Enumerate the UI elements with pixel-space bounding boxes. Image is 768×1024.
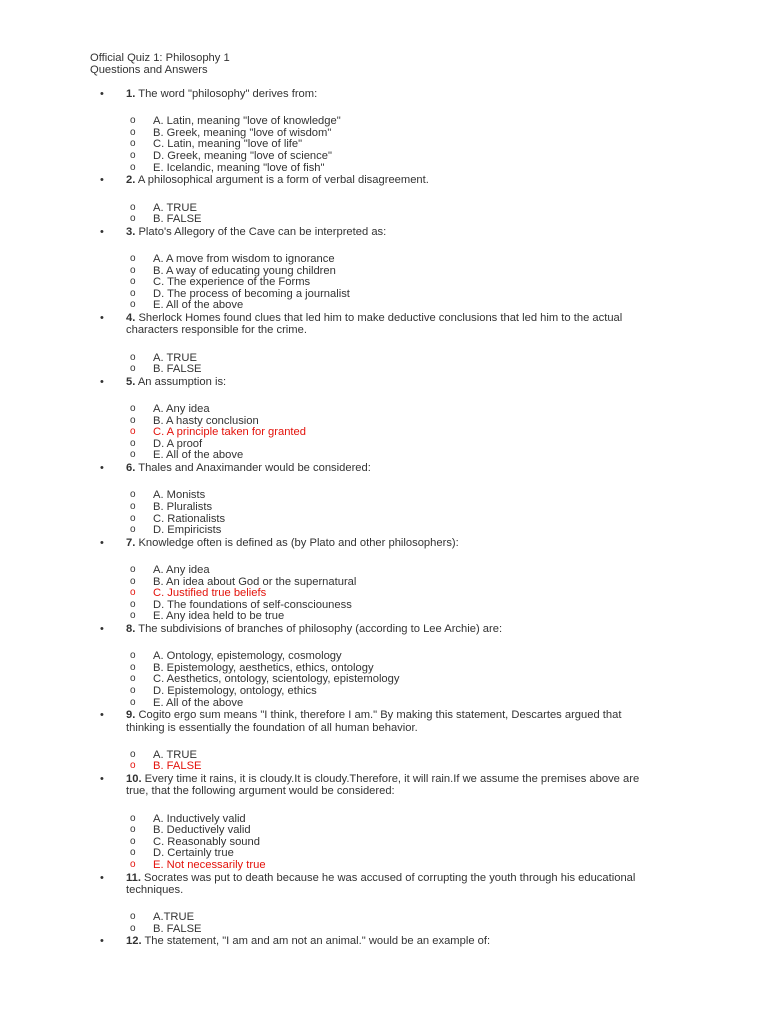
question-text-row bbox=[0, 935, 646, 947]
answer-option bbox=[0, 214, 768, 226]
circle-bullet-icon: o bbox=[130, 911, 136, 923]
question-number: 6. bbox=[126, 462, 136, 475]
question-text: Every time it rains, it is cloudy.It is cloudy.Therefore, it will rain.If we assume the premises above are true, that the following argument would be considered: bbox=[126, 773, 640, 798]
question-item bbox=[0, 773, 768, 872]
question-item bbox=[0, 174, 768, 225]
circle-bullet-icon: o bbox=[130, 126, 136, 138]
answer-option-text: A. Monists bbox=[153, 489, 206, 502]
circle-bullet-icon: o bbox=[130, 847, 136, 859]
answer-option-text: A. Latin, meaning "love of knowledge" bbox=[153, 115, 341, 128]
question-text: The subdivisions of branches of philosophy (according to Lee Archie) are: bbox=[138, 623, 503, 635]
circle-bullet-icon: o bbox=[130, 696, 136, 708]
question-item bbox=[0, 709, 768, 773]
answer-option bbox=[0, 300, 768, 312]
answer-option bbox=[0, 750, 768, 762]
circle-bullet-icon: o bbox=[130, 213, 136, 225]
answer-options bbox=[0, 814, 768, 872]
answer-option-text: D. The foundations of self-consciouness bbox=[153, 598, 352, 611]
answer-option-text: A. TRUE bbox=[153, 201, 197, 214]
answer-option-text: B. Deductively valid bbox=[153, 824, 251, 837]
answer-option bbox=[0, 139, 768, 151]
circle-bullet-icon: o bbox=[130, 363, 136, 375]
answer-option-text: B. Pluralists bbox=[153, 500, 213, 513]
question-text-row bbox=[0, 462, 646, 474]
question-item bbox=[0, 376, 768, 462]
circle-bullet-icon: o bbox=[130, 414, 136, 426]
question-number: 5. bbox=[126, 375, 136, 388]
question-text: The word "philosophy" derives from: bbox=[138, 88, 318, 100]
answer-option-text: A. Any idea bbox=[153, 403, 210, 416]
bullet-icon: • bbox=[100, 174, 104, 187]
question-text: The statement, "I am and am not an animal." would be an example of: bbox=[144, 935, 491, 948]
answer-option bbox=[0, 611, 768, 623]
answer-option-text: A. A move from wisdom to ignorance bbox=[153, 253, 335, 266]
question-item bbox=[0, 935, 768, 947]
question-item bbox=[0, 312, 768, 376]
answer-option bbox=[0, 848, 768, 860]
answer-option-text: B. FALSE bbox=[153, 760, 202, 773]
bullet-icon: • bbox=[100, 709, 104, 722]
answer-option-correct bbox=[0, 761, 768, 773]
question-text-row bbox=[0, 537, 646, 549]
question-number: 11. bbox=[126, 871, 141, 884]
answer-option-text: A. TRUE bbox=[153, 351, 197, 364]
circle-bullet-icon: o bbox=[130, 150, 136, 162]
question-number: 9. bbox=[126, 709, 136, 722]
answer-option bbox=[0, 698, 768, 710]
answer-option-text: D. Certainly true bbox=[153, 847, 234, 860]
circle-bullet-icon: o bbox=[130, 264, 136, 276]
answer-option bbox=[0, 490, 768, 502]
question-text: Socrates was put to death because he was accused of corrupting the youth through his educational techniques. bbox=[126, 871, 636, 896]
answer-option-text: E. All of the above bbox=[153, 696, 244, 709]
question-text: Sherlock Homes found clues that led him to make deductive conclusions that led him to the actual characters responsible for the crime. bbox=[126, 312, 623, 337]
answer-option-correct bbox=[0, 427, 768, 439]
answer-option bbox=[0, 404, 768, 416]
circle-bullet-icon: o bbox=[130, 685, 136, 697]
answer-option bbox=[0, 289, 768, 301]
question-text: A philosophical argument is a form of verbal disagreement. bbox=[137, 174, 429, 187]
question-text-row bbox=[0, 773, 646, 798]
answer-option-text: D. Epistemology, ontology, ethics bbox=[153, 685, 317, 698]
circle-bullet-icon: o bbox=[130, 575, 136, 587]
quiz-title: Official Quiz 1: Philosophy 1 bbox=[90, 52, 230, 64]
answer-option bbox=[0, 128, 768, 140]
question-item bbox=[0, 537, 768, 623]
question-text-row bbox=[0, 376, 646, 388]
circle-bullet-icon: o bbox=[130, 351, 136, 363]
answer-option-text: A. TRUE bbox=[153, 748, 197, 761]
answer-option bbox=[0, 525, 768, 537]
question-number: 8. bbox=[126, 623, 136, 635]
answer-option bbox=[0, 600, 768, 612]
answer-options bbox=[0, 565, 768, 623]
answer-option-text: B. An idea about God or the supernatural bbox=[153, 575, 357, 588]
answer-option-text: D. The process of becoming a journalist bbox=[153, 287, 350, 300]
question-item bbox=[0, 872, 768, 936]
bullet-icon: • bbox=[100, 935, 104, 948]
question-number: 1. bbox=[126, 88, 136, 100]
circle-bullet-icon: o bbox=[130, 426, 136, 438]
answer-option-text: D. Greek, meaning "love of science" bbox=[153, 150, 332, 163]
answer-option bbox=[0, 353, 768, 365]
answer-options bbox=[0, 490, 768, 536]
circle-bullet-icon: o bbox=[130, 403, 136, 415]
answer-option-text: D. Empiricists bbox=[153, 524, 222, 537]
question-text: Cogito ergo sum means "I think, therefore I am." By making this statement, Descartes argued that thinking is essentially the foundation of all human behavior. bbox=[126, 709, 622, 734]
answer-option-text: A.TRUE bbox=[153, 911, 195, 924]
circle-bullet-icon: o bbox=[130, 512, 136, 524]
answer-option-text: C. Rationalists bbox=[153, 512, 226, 525]
answer-option-text: E. Not necessarily true bbox=[153, 859, 266, 872]
question-number: 3. bbox=[126, 225, 136, 238]
question-number: 2. bbox=[126, 174, 136, 187]
document-header bbox=[90, 52, 230, 76]
circle-bullet-icon: o bbox=[130, 598, 136, 610]
circle-bullet-icon: o bbox=[130, 650, 136, 662]
bullet-icon: • bbox=[100, 462, 104, 475]
question-number: 7. bbox=[126, 536, 136, 549]
question-number: 10. bbox=[126, 773, 142, 786]
circle-bullet-icon: o bbox=[130, 610, 136, 622]
answer-option bbox=[0, 912, 768, 924]
answer-option-text: C. Aesthetics, ontology, scientology, epistemology bbox=[153, 673, 400, 686]
circle-bullet-icon: o bbox=[130, 812, 136, 824]
answer-option bbox=[0, 163, 768, 175]
answer-options bbox=[0, 912, 768, 935]
answer-options bbox=[0, 651, 768, 709]
question-text: Plato's Allegory of the Cave can be interpreted as: bbox=[138, 225, 387, 238]
answer-options bbox=[0, 353, 768, 376]
answer-options bbox=[0, 750, 768, 773]
circle-bullet-icon: o bbox=[130, 835, 136, 847]
answer-option bbox=[0, 502, 768, 514]
answer-option-text: A. Any idea bbox=[153, 564, 210, 577]
circle-bullet-icon: o bbox=[130, 299, 136, 311]
circle-bullet-icon: o bbox=[130, 449, 136, 461]
answer-option-text: A. Ontology, epistemology, cosmology bbox=[153, 650, 342, 663]
answer-option-text: B. FALSE bbox=[153, 363, 202, 376]
answer-option-text: C. Latin, meaning "love of life" bbox=[153, 138, 303, 151]
question-text-row bbox=[0, 872, 646, 897]
question-number: 12. bbox=[126, 935, 142, 948]
bullet-icon: • bbox=[100, 871, 104, 884]
question-text-row bbox=[0, 88, 646, 100]
circle-bullet-icon: o bbox=[130, 661, 136, 673]
answer-option-text: C. A principle taken for granted bbox=[153, 426, 306, 439]
circle-bullet-icon: o bbox=[130, 673, 136, 685]
circle-bullet-icon: o bbox=[130, 138, 136, 150]
bullet-icon: • bbox=[100, 623, 104, 635]
answer-option-text: D. A proof bbox=[153, 437, 203, 450]
answer-options bbox=[0, 116, 768, 174]
answer-option bbox=[0, 837, 768, 849]
question-text-row bbox=[0, 709, 646, 734]
answer-option bbox=[0, 364, 768, 376]
answer-option-text: B. FALSE bbox=[153, 213, 202, 226]
question-item bbox=[0, 462, 768, 537]
circle-bullet-icon: o bbox=[130, 524, 136, 536]
question-number: 4. bbox=[126, 312, 136, 325]
answer-option-text: B. FALSE bbox=[153, 922, 202, 935]
answer-option bbox=[0, 514, 768, 526]
answer-option bbox=[0, 450, 768, 462]
bullet-icon: • bbox=[100, 88, 104, 100]
question-list bbox=[0, 88, 768, 948]
circle-bullet-icon: o bbox=[130, 587, 136, 599]
answer-option bbox=[0, 565, 768, 577]
answer-option-correct bbox=[0, 860, 768, 872]
answer-option bbox=[0, 686, 768, 698]
circle-bullet-icon: o bbox=[130, 748, 136, 760]
circle-bullet-icon: o bbox=[130, 201, 136, 213]
answer-option bbox=[0, 151, 768, 163]
bullet-icon: • bbox=[100, 773, 104, 786]
question-text: Knowledge often is defined as (by Plato and other philosophers): bbox=[138, 536, 459, 549]
circle-bullet-icon: o bbox=[130, 859, 136, 871]
question-text-row bbox=[0, 226, 646, 238]
circle-bullet-icon: o bbox=[130, 500, 136, 512]
answer-option bbox=[0, 116, 768, 128]
answer-option-text: C. Reasonably sound bbox=[153, 835, 260, 848]
question-text-row bbox=[0, 623, 646, 635]
answer-option bbox=[0, 674, 768, 686]
circle-bullet-icon: o bbox=[130, 922, 136, 934]
question-item bbox=[0, 226, 768, 312]
circle-bullet-icon: o bbox=[130, 115, 136, 127]
question-text: An assumption is: bbox=[137, 375, 227, 388]
answer-option-text: E. All of the above bbox=[153, 299, 244, 312]
answer-option-text: C. Justified true beliefs bbox=[153, 587, 267, 600]
circle-bullet-icon: o bbox=[130, 564, 136, 576]
question-text-row bbox=[0, 312, 646, 337]
answer-option-text: A. Inductively valid bbox=[153, 812, 246, 825]
bullet-icon: • bbox=[100, 375, 104, 388]
answer-options bbox=[0, 203, 768, 226]
circle-bullet-icon: o bbox=[130, 760, 136, 772]
answer-option-text: B. A hasty conclusion bbox=[153, 414, 259, 427]
circle-bullet-icon: o bbox=[130, 824, 136, 836]
circle-bullet-icon: o bbox=[130, 276, 136, 288]
answer-option bbox=[0, 814, 768, 826]
answer-option-text: E. All of the above bbox=[153, 449, 244, 462]
answer-option-text: B. Greek, meaning "love of wisdom" bbox=[153, 126, 332, 139]
answer-option bbox=[0, 577, 768, 589]
circle-bullet-icon: o bbox=[130, 253, 136, 265]
answer-option-text: B. A way of educating young children bbox=[153, 264, 336, 277]
bullet-icon: • bbox=[100, 536, 104, 549]
question-text: Thales and Anaximander would be considered: bbox=[138, 462, 371, 475]
quiz-subtitle: Questions and Answers bbox=[90, 64, 208, 76]
circle-bullet-icon: o bbox=[130, 287, 136, 299]
answer-options bbox=[0, 404, 768, 462]
question-text-row bbox=[0, 174, 646, 186]
circle-bullet-icon: o bbox=[130, 489, 136, 501]
answer-option bbox=[0, 924, 768, 936]
circle-bullet-icon: o bbox=[130, 437, 136, 449]
question-item bbox=[0, 88, 768, 174]
answer-options bbox=[0, 254, 768, 312]
answer-option-text: E. Icelandic, meaning "love of fish" bbox=[153, 161, 325, 174]
bullet-icon: • bbox=[100, 225, 104, 238]
answer-option bbox=[0, 254, 768, 266]
answer-option bbox=[0, 439, 768, 451]
answer-option bbox=[0, 266, 768, 278]
answer-option bbox=[0, 651, 768, 663]
answer-option-text: C. The experience of the Forms bbox=[153, 276, 311, 289]
circle-bullet-icon: o bbox=[130, 161, 136, 173]
answer-option bbox=[0, 277, 768, 289]
bullet-icon: • bbox=[100, 312, 104, 325]
answer-option-correct bbox=[0, 588, 768, 600]
answer-option-text: E. Any idea held to be true bbox=[153, 610, 285, 623]
answer-option-text: B. Epistemology, aesthetics, ethics, ontology bbox=[153, 661, 374, 674]
answer-option bbox=[0, 416, 768, 428]
answer-option bbox=[0, 203, 768, 215]
answer-option bbox=[0, 825, 768, 837]
question-item bbox=[0, 623, 768, 709]
